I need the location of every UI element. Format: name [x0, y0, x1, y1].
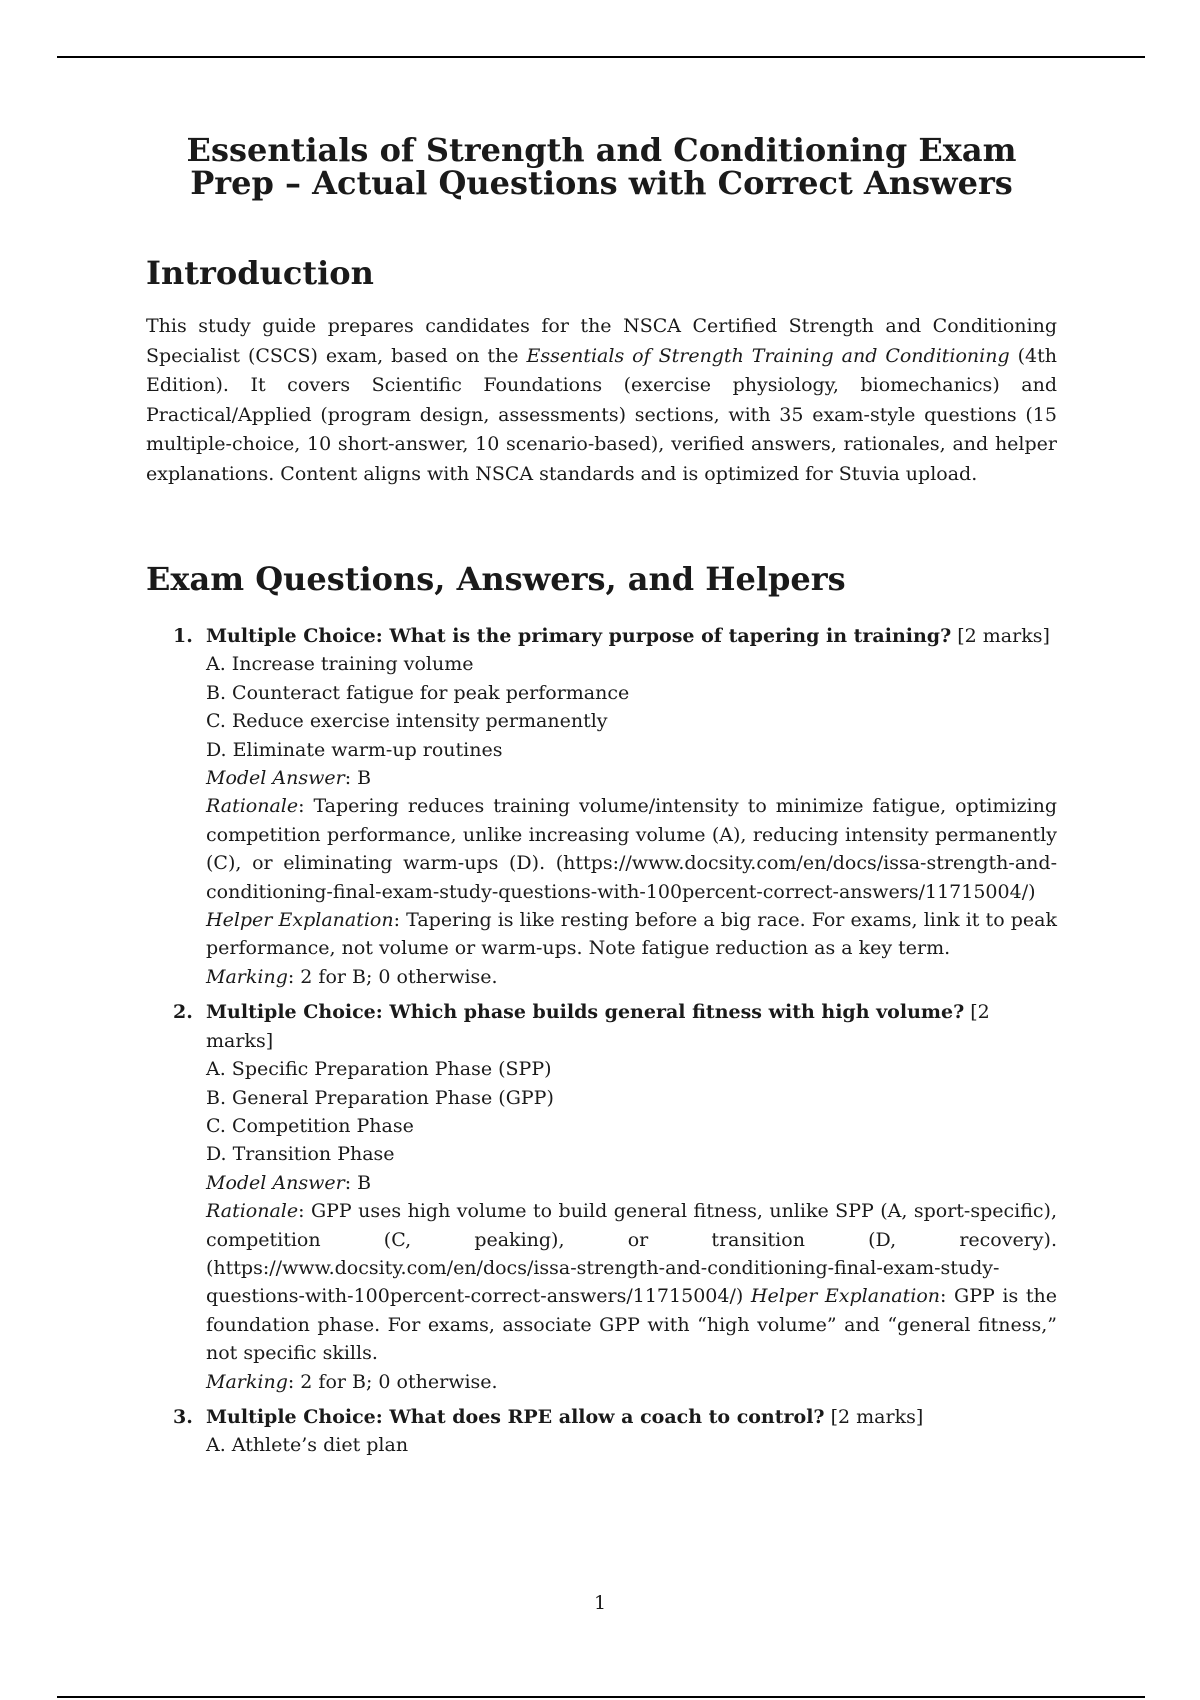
question-marks: [2 marks] [830, 1405, 924, 1428]
document-title: Essentials of Strength and Conditioning Exam Prep – Actual Questions with Correct Answers [186, 131, 1017, 202]
rationale-text: : GPP uses high volume to build general fitness, unlike SPP (A, sport-specific), competition (C, peaking), or transition (D, recovery). (https://www.docsity.com/en/docs/issa-strength-and-conditioning-final-exam-study-questions-with-100percent-correct-answers/11715004/) [206, 1200, 1057, 1308]
helper-label: Helper Explanation [206, 909, 394, 932]
rationale-label: Rationale [206, 795, 299, 818]
question-number: 3. [173, 1405, 193, 1428]
marking [206, 963, 1057, 991]
marking-text: : 2 for B; 0 otherwise. [287, 965, 498, 988]
option-d: D. Transition Phase [206, 1143, 395, 1166]
option-a: A. Athlete’s diet plan [206, 1434, 409, 1457]
document-page [146, 131, 1057, 1457]
header-rule [57, 56, 1145, 58]
intro-heading: Introduction [146, 254, 374, 292]
marking-text: : 2 for B; 0 otherwise. [287, 1370, 498, 1393]
model-answer-label: Model Answer [206, 767, 345, 790]
question-number: 2. [173, 1001, 193, 1024]
page-number: 1 [593, 1592, 607, 1614]
intro-text-start: This study guide prepares candidates for the NSCA Certified Strength and Conditioning Specialist (CSCS) exam, based on the [146, 315, 1057, 367]
book-title: Essentials of Strength Training and Conditioning [526, 344, 1010, 367]
option-a: A. Increase training volume [206, 653, 474, 676]
model-answer-value: : B [344, 1171, 372, 1194]
option-c: C. Reduce exercise intensity permanently [206, 710, 608, 733]
model-answer-label: Model Answer [206, 1171, 345, 1194]
question-number: 1. [173, 625, 193, 647]
question-list [146, 622, 1057, 1467]
option-b: B. General Preparation Phase (GPP) [206, 1086, 554, 1109]
helper-text: : GPP is the foundation phase. For exams, associate GPP with “high volume” and “general fitness,” not specific skills. [206, 1285, 1057, 1365]
marking [206, 1368, 1057, 1396]
marking-label: Marking [206, 965, 288, 988]
question-marks: [2 marks] [957, 625, 1050, 647]
rationale-text: : Tapering reduces training volume/intensity to minimize fatigue, optimizing competition performance, unlike increasing volume (A), reducing intensity permanently (C), or eliminating warm-ups (D). (https://www.docsity.com/en/docs/issa-strength-and-conditioning-final-exam-study-questions-with-100percent-correct-answers/11715004/) [206, 795, 1057, 903]
question-marks: [2 marks] [206, 1001, 990, 1052]
option-c: C. Competition Phase [206, 1114, 414, 1137]
question-item [146, 1403, 1057, 1460]
question-text: Multiple Choice: Which phase builds general fitness with high volume? [206, 1001, 965, 1024]
rationale [206, 1197, 1057, 1367]
option-a: A. Specific Preparation Phase (SPP) [206, 1058, 552, 1081]
question-text: Multiple Choice: What does RPE allow a coach to control? [206, 1405, 825, 1428]
question-text: Multiple Choice: What is the primary purpose of tapering in training? [206, 625, 952, 647]
helper-label: Helper Explanation [750, 1285, 941, 1308]
option-b: B. Counteract fatigue for peak performance [206, 681, 630, 704]
intro-paragraph [146, 312, 1057, 489]
question-item [146, 998, 1057, 1396]
exam-heading: Exam Questions, Answers, and Helpers [146, 560, 846, 598]
option-d: D. Eliminate warm-up routines [206, 738, 503, 761]
question-item [146, 622, 1057, 991]
rationale [206, 792, 1057, 962]
model-answer-value: : B [344, 767, 372, 790]
marking-label: Marking [206, 1370, 288, 1393]
footer-rule [57, 1696, 1145, 1698]
helper-text: : Tapering is like resting before a big race. For exams, link it to peak performance, not volume or warm-ups. Note fatigue reduction as a key term. [206, 909, 1057, 960]
model-answer [206, 764, 1057, 792]
rationale-label: Rationale [206, 1200, 299, 1223]
model-answer [206, 1169, 1057, 1197]
intro-text-end: (4th Edition). It covers Scientific Foundations (exercise physiology, biomechanics) and Practical/Applied (program design, assessments) sections, with 35 exam-style questions (15 multiple-choice, 10 short-answer, 10 scenario-based), verified answers, rationales, and helper explanations. Content aligns with NSCA standards and is optimized for Stuvia upload. [146, 344, 1057, 485]
